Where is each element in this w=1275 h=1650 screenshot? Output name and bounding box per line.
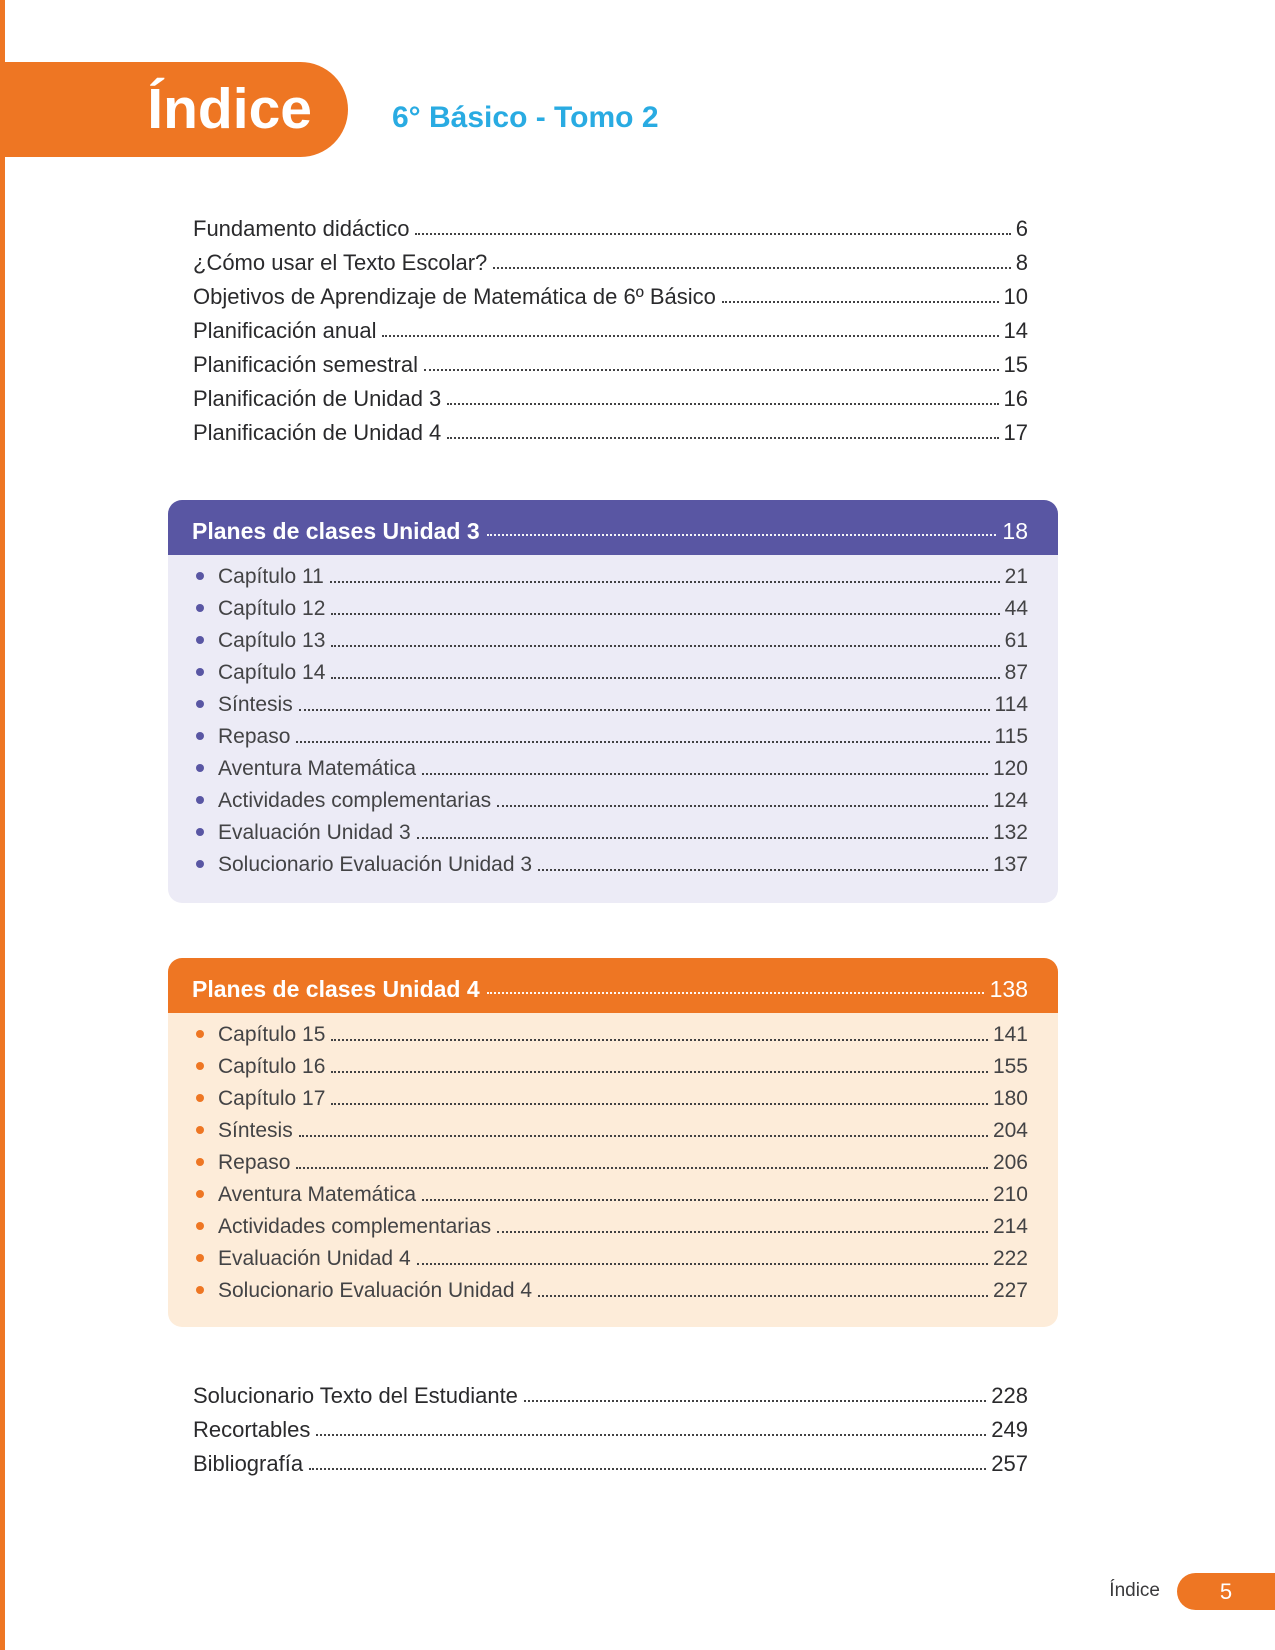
left-edge-stripe — [0, 0, 5, 1650]
toc-leader-dots — [331, 677, 999, 679]
toc-entry-page: 204 — [992, 1119, 1028, 1142]
toc-entry-row — [192, 1209, 1028, 1241]
toc-entry-page: 214 — [992, 1215, 1028, 1238]
toc-entry-label: Actividades complementarias — [218, 789, 492, 812]
section-title: Planes de clases Unidad 3 — [192, 518, 480, 544]
toc-entry-label: Capítulo 15 — [218, 1023, 326, 1046]
toc-entry-row — [193, 1444, 1028, 1478]
toc-entry-page: 206 — [992, 1151, 1028, 1174]
toc-entry-row — [193, 243, 1028, 277]
page-title: Índice — [147, 77, 312, 141]
toc-leader-dots — [299, 709, 990, 711]
toc-entry-label: Planificación semestral — [193, 352, 418, 377]
toc-entry-row — [193, 413, 1028, 447]
toc-entry-row — [193, 311, 1028, 345]
toc-entry-label: Síntesis — [218, 693, 293, 716]
bullet-icon — [196, 828, 204, 836]
toc-entry-row — [192, 719, 1028, 751]
bullet-icon — [196, 572, 204, 580]
toc-leader-dots — [493, 267, 1010, 269]
toc-leader-dots — [447, 403, 998, 405]
toc-entry-label: Planificación anual — [193, 318, 377, 343]
toc-leader-dots — [331, 645, 999, 647]
section-unidad-3 — [168, 500, 1058, 903]
toc-entry-page: 16 — [1003, 386, 1028, 411]
toc-entry-label: Evaluación Unidad 4 — [218, 1247, 411, 1270]
section-body-unidad-4 — [168, 1013, 1058, 1327]
toc-entry-label: Capítulo 11 — [218, 565, 324, 588]
toc-entry-label: ¿Cómo usar el Texto Escolar? — [193, 250, 488, 275]
toc-entry-label: Solucionario Evaluación Unidad 3 — [218, 853, 533, 876]
toc-entry-row — [192, 591, 1028, 623]
toc-entry-page: 141 — [992, 1023, 1028, 1046]
bullet-icon — [196, 1254, 204, 1262]
toc-entry-row — [192, 815, 1028, 847]
toc-entry-row — [192, 1049, 1028, 1081]
back-matter-list — [193, 1376, 1028, 1478]
toc-entry-label: Capítulo 16 — [218, 1055, 326, 1078]
page-number: 5 — [1219, 1578, 1233, 1604]
toc-entry-label: Solucionario Evaluación Unidad 4 — [218, 1279, 533, 1302]
toc-entry-page: 180 — [992, 1087, 1028, 1110]
toc-entry-row — [192, 783, 1028, 815]
toc-entry-page: 155 — [992, 1055, 1028, 1078]
toc-entry-label: Capítulo 17 — [218, 1087, 326, 1110]
toc-entry-page: 87 — [1004, 661, 1028, 684]
bullet-icon — [196, 732, 204, 740]
toc-entry-label: Aventura Matemática — [218, 757, 417, 780]
toc-entry-page: 61 — [1004, 629, 1028, 652]
toc-entry-label: Fundamento didáctico — [193, 216, 410, 241]
toc-leader-dots — [447, 437, 998, 439]
toc-leader-dots — [296, 741, 989, 743]
toc-entry-row — [192, 623, 1028, 655]
toc-entry-page: 15 — [1003, 352, 1028, 377]
toc-entry-row — [192, 559, 1028, 591]
page-title-badge — [0, 62, 348, 157]
bullet-icon — [196, 1094, 204, 1102]
bullet-icon — [196, 1222, 204, 1230]
bullet-icon — [196, 1062, 204, 1070]
toc-leader-dots — [296, 1167, 988, 1169]
toc-entry-row — [192, 1177, 1028, 1209]
toc-entry-row — [193, 209, 1028, 243]
toc-entry-label: Capítulo 12 — [218, 597, 326, 620]
toc-leader-dots — [417, 837, 988, 839]
toc-entry-page: 257 — [991, 1451, 1028, 1476]
toc-entry-row — [192, 1017, 1028, 1049]
bullet-icon — [196, 796, 204, 804]
toc-entry-label: Planificación de Unidad 3 — [193, 386, 442, 411]
page-number-badge — [1177, 1573, 1275, 1610]
toc-leader-dots — [497, 805, 988, 807]
section-title: Planes de clases Unidad 4 — [192, 976, 480, 1002]
toc-leader-dots — [299, 1135, 988, 1137]
toc-entry-row — [192, 1241, 1028, 1273]
toc-entry-page: 124 — [992, 789, 1028, 812]
toc-entry-row — [192, 655, 1028, 687]
section-header-unidad-3 — [168, 500, 1058, 555]
toc-entry-row — [193, 1376, 1028, 1410]
toc-leader-dots — [331, 613, 999, 615]
bullet-icon — [196, 1158, 204, 1166]
toc-entry-label: Bibliografía — [193, 1451, 304, 1476]
section-unidad-4 — [168, 958, 1058, 1327]
toc-entry-page: 222 — [992, 1247, 1028, 1270]
toc-entry-label: Actividades complementarias — [218, 1215, 492, 1238]
toc-entry-page: 137 — [992, 853, 1028, 876]
toc-leader-dots — [538, 869, 988, 871]
section-header-unidad-4 — [168, 958, 1058, 1013]
bullet-icon — [196, 700, 204, 708]
toc-entry-label: Repaso — [218, 725, 291, 748]
toc-entry-label: Repaso — [218, 1151, 291, 1174]
toc-entry-page: 14 — [1003, 318, 1028, 343]
front-matter-list — [193, 209, 1028, 447]
bullet-icon — [196, 1286, 204, 1294]
toc-entry-page: 17 — [1003, 420, 1028, 445]
toc-entry-page: 6 — [1015, 216, 1028, 241]
toc-leader-dots — [538, 1295, 988, 1297]
toc-entry-page: 132 — [992, 821, 1028, 844]
toc-entry-label: Objetivos de Aprendizaje de Matemática de 6º Básico — [193, 284, 716, 309]
toc-leader-dots — [487, 992, 984, 994]
bullet-icon — [196, 604, 204, 612]
toc-entry-label: Síntesis — [218, 1119, 293, 1142]
toc-entry-page: 227 — [992, 1279, 1028, 1302]
toc-leader-dots — [417, 1263, 988, 1265]
bullet-icon — [196, 1126, 204, 1134]
toc-entry-page: 249 — [991, 1417, 1028, 1442]
toc-leader-dots — [330, 581, 1000, 583]
toc-entry-page: 44 — [1004, 597, 1028, 620]
toc-entry-page: 210 — [992, 1183, 1028, 1206]
toc-entry-page: 10 — [1003, 284, 1028, 309]
page-subtitle: 6° Básico - Tomo 2 — [392, 101, 659, 134]
toc-entry-page: 8 — [1015, 250, 1028, 275]
toc-leader-dots — [722, 301, 999, 303]
toc-entry-row — [193, 1410, 1028, 1444]
footer-section-label: Índice — [1109, 1580, 1160, 1601]
toc-leader-dots — [331, 1103, 988, 1105]
bullet-icon — [196, 1030, 204, 1038]
bullet-icon — [196, 1190, 204, 1198]
toc-entry-row — [193, 277, 1028, 311]
toc-entry-label: Recortables — [193, 1417, 311, 1442]
toc-leader-dots — [422, 773, 988, 775]
toc-entry-page: 114 — [994, 693, 1028, 716]
toc-leader-dots — [422, 1199, 988, 1201]
toc-entry-label: Capítulo 13 — [218, 629, 326, 652]
toc-entry-page: 115 — [994, 725, 1028, 748]
section-body-unidad-3 — [168, 555, 1058, 903]
toc-leader-dots — [524, 1400, 986, 1402]
toc-entry-row — [192, 751, 1028, 783]
bullet-icon — [196, 860, 204, 868]
toc-leader-dots — [382, 335, 998, 337]
toc-entry-label: Solucionario Texto del Estudiante — [193, 1383, 518, 1408]
toc-entry-row — [193, 379, 1028, 413]
bullet-icon — [196, 636, 204, 644]
toc-leader-dots — [309, 1468, 986, 1470]
section-page: 138 — [989, 976, 1028, 1002]
toc-leader-dots — [415, 233, 1010, 235]
toc-entry-row — [192, 1273, 1028, 1305]
toc-leader-dots — [487, 534, 997, 536]
toc-leader-dots — [331, 1039, 988, 1041]
toc-entry-page: 21 — [1004, 565, 1028, 588]
bullet-icon — [196, 668, 204, 676]
toc-entry-page: 120 — [992, 757, 1028, 780]
toc-entry-row — [192, 1081, 1028, 1113]
toc-entry-row — [192, 687, 1028, 719]
section-page: 18 — [1002, 518, 1028, 544]
bullet-icon — [196, 764, 204, 772]
toc-entry-row — [192, 847, 1028, 879]
toc-entry-row — [192, 1145, 1028, 1177]
toc-entry-label: Capítulo 14 — [218, 661, 326, 684]
toc-leader-dots — [331, 1071, 988, 1073]
toc-entry-row — [192, 1113, 1028, 1145]
toc-leader-dots — [424, 369, 999, 371]
toc-leader-dots — [497, 1231, 988, 1233]
toc-leader-dots — [316, 1434, 986, 1436]
toc-entry-label: Planificación de Unidad 4 — [193, 420, 442, 445]
toc-entry-page: 228 — [991, 1383, 1028, 1408]
toc-entry-row — [193, 345, 1028, 379]
toc-entry-label: Aventura Matemática — [218, 1183, 417, 1206]
toc-entry-label: Evaluación Unidad 3 — [218, 821, 411, 844]
